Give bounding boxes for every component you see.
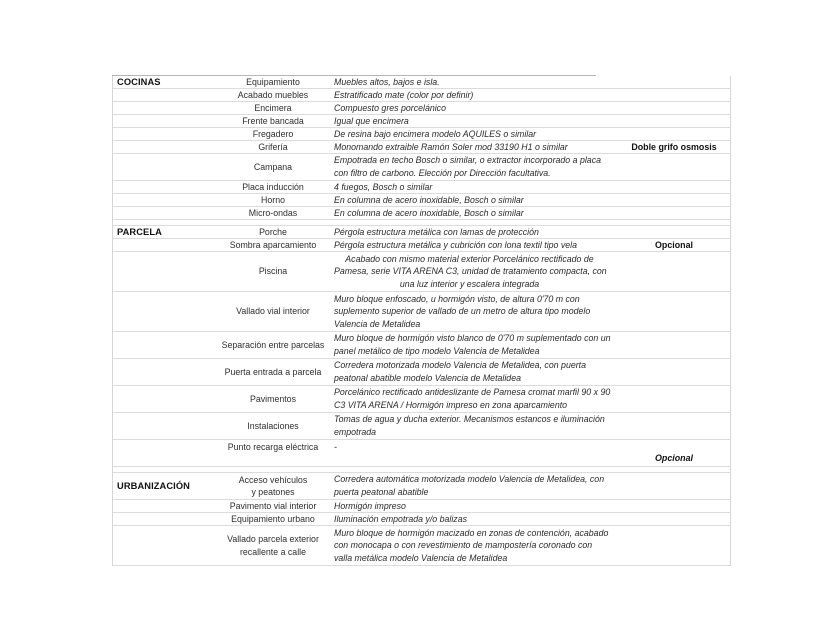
item-cell (213, 161, 333, 173)
table-row (113, 89, 730, 102)
item-label: Equipamiento urbano (231, 513, 315, 524)
item-label: Frente bancada (242, 115, 304, 126)
table-row (113, 128, 730, 141)
description-line: Monomando extraible Ramón Soler mod 33190 H1 o similar (334, 141, 568, 152)
item-cell (213, 393, 333, 405)
description-line: Muro bloque enfoscado, u hormigón visto, de altura 0'70 m con (334, 293, 580, 304)
item-cell (213, 207, 333, 219)
item-label: Equipamiento (246, 76, 300, 87)
description-cell (333, 141, 619, 154)
section-title: PARCELA (117, 227, 162, 237)
item-cell (213, 474, 333, 499)
item-cell (213, 89, 333, 101)
item-label: Porche (259, 226, 287, 237)
item-cell (213, 305, 333, 317)
table-row (113, 440, 730, 467)
description-line: Tomas de agua y ducha exterior. Mecanismos estancos e iluminación (334, 414, 605, 425)
description-line: Iluminación empotrada y/o balizas (334, 513, 468, 524)
description-cell (333, 513, 619, 526)
item-label: Separación entre parcelas (221, 339, 325, 350)
description-line: con filtro de carbono. Elección por Dirección facultativa. (334, 168, 551, 178)
description-line: En columna de acero inoxidable, Bosch o similar (334, 207, 524, 218)
description-line: C3 VITA ARENA / Hormigón impreso en zona aparcamiento (334, 400, 568, 410)
description-line: con monocapa o con revestimiento de mampostería coronado con (334, 540, 593, 551)
description-cell (333, 181, 619, 194)
item-cell (213, 226, 333, 238)
description-line: Pérgola estructura metálica con lamas de protección (334, 226, 539, 237)
description-cell (333, 527, 619, 565)
item-label: Instalaciones (247, 420, 299, 431)
item-label: recallente a calle (239, 546, 306, 557)
item-cell (213, 265, 333, 277)
description-line: Compuesto gres porcelánico (334, 102, 446, 113)
description-cell (333, 441, 619, 454)
description-line: Acabado con mismo material exterior Porcelánico rectificado de (345, 253, 594, 264)
item-cell (213, 239, 333, 251)
item-label: Campana (253, 161, 293, 172)
description-line: Porcelánico rectificado antideslizante de Pamesa cromat marfil 90 x 90 (334, 387, 611, 398)
item-label: Fregadero (252, 128, 294, 139)
description-cell (333, 207, 619, 220)
description-line: Corredera motorizada modelo Valencia de Metalidea, con puerta (334, 360, 586, 371)
description-cell (333, 293, 619, 331)
note-cell (619, 453, 729, 466)
section-title: COCINAS (117, 77, 161, 87)
description-line: Pamesa, serie VITA ARENA C3, unidad de tratamiento compacta, con (334, 266, 607, 277)
description-cell (333, 239, 619, 252)
item-cell (213, 141, 333, 153)
description-cell (333, 500, 619, 513)
description-cell (333, 386, 619, 411)
table-row (113, 154, 730, 181)
item-cell (213, 420, 333, 432)
description-line: Empotrada en techo Bosch o similar, o extractor incorporado a placa (334, 155, 601, 166)
note-label: Opcional (655, 240, 693, 250)
item-label: y peatones (251, 487, 295, 497)
description-line: suplemento superior de vallado de un metro de altura tipo modelo (334, 306, 591, 317)
description-line: valla metálica modelo Valencia de Metalidea (334, 552, 508, 563)
description-line: Corredera automática motorizada modelo Valencia de Metalidea, con (334, 474, 605, 485)
description-line: Valencia de Metalidea (334, 318, 421, 329)
item-label: Placa inducción (242, 181, 304, 192)
table-row (113, 292, 730, 332)
item-label: Encimera (254, 102, 292, 113)
description-cell (333, 76, 619, 89)
description-line: panel metálico de tipo modelo Valencia de Metalidea (334, 346, 540, 356)
description-cell (333, 473, 619, 498)
item-label: Acceso vehículos (238, 474, 308, 485)
table-row (113, 76, 730, 89)
description-line: Pérgola estructura metálica y cubrición con lona textil tipo vela (334, 239, 578, 250)
item-label: Vallado parcela exterior (227, 534, 319, 545)
item-cell (213, 513, 333, 525)
table-row (113, 102, 730, 115)
description-cell (333, 128, 619, 141)
description-cell (333, 253, 619, 291)
item-label: Horno (261, 194, 285, 205)
table-row (113, 252, 730, 292)
description-cell (333, 413, 619, 438)
description-line: - (334, 442, 337, 452)
table-row (113, 473, 730, 500)
item-cell (213, 102, 333, 114)
description-cell (333, 102, 619, 115)
description-line: 4 fuegos, Bosch o similar (334, 181, 433, 192)
item-cell (213, 194, 333, 206)
description-cell (333, 332, 619, 357)
description-cell (333, 89, 619, 102)
item-label: Puerta entrada a parcela (224, 366, 322, 377)
description-line: En columna de acero inoxidable, Bosch o similar (334, 194, 524, 205)
note-label: Doble grifo osmosis (631, 142, 717, 152)
table-row (113, 181, 730, 194)
table-row (113, 386, 730, 413)
description-cell (333, 115, 619, 128)
description-line: Muebles altos, bajos e isla. (334, 76, 440, 87)
table-row (113, 239, 730, 252)
description-cell (333, 154, 619, 179)
description-line: De resina bajo encimera modelo AQUILES o similar (334, 128, 537, 139)
item-cell (213, 115, 333, 127)
description-line: peatonal abatible modelo Valencia de Metalidea (334, 373, 521, 383)
item-label: Piscina (258, 266, 288, 277)
table-row (113, 413, 730, 440)
table-row (113, 332, 730, 359)
description-cell (333, 359, 619, 384)
item-cell (213, 128, 333, 140)
item-label: Acabado muebles (237, 89, 309, 100)
item-cell (213, 76, 333, 88)
item-label: Sombra aparcamiento (229, 239, 317, 250)
table-row (113, 526, 730, 566)
item-label: Pavimento vial interior (229, 500, 317, 511)
item-label: Micro-ondas (248, 207, 298, 218)
item-cell (213, 181, 333, 193)
table-row (113, 513, 730, 526)
item-cell (213, 500, 333, 512)
category-cell (113, 481, 213, 491)
description-line: Estratificado mate (color por definir) (334, 89, 474, 100)
item-label: Pavimentos (250, 393, 296, 404)
table-row (113, 115, 730, 128)
table-row (113, 359, 730, 386)
item-label: Vallado vial interior (236, 306, 310, 317)
description-line: una luz interior y escalera integrada (399, 278, 540, 289)
item-cell (213, 366, 333, 378)
category-cell (113, 77, 213, 87)
description-line: puerta peatonal abatible (334, 487, 429, 497)
table-row (113, 141, 730, 154)
note-label: Opcional (655, 453, 693, 463)
description-line: Hormigón impreso (334, 500, 406, 511)
description-cell (333, 194, 619, 207)
item-cell (213, 441, 333, 453)
table-row (113, 226, 730, 239)
spec-table (112, 76, 731, 566)
table-row (113, 194, 730, 207)
item-label: Punto recarga eléctrica (227, 442, 319, 452)
category-cell (113, 227, 213, 237)
description-line: empotrada (334, 427, 377, 437)
item-cell (213, 339, 333, 351)
note-cell (619, 240, 729, 250)
item-cell (213, 533, 333, 558)
item-label: Grifería (258, 141, 288, 152)
description-line: Muro bloque de hormigón visto blanco de 0'70 m suplementado con un (334, 333, 611, 344)
description-line: Igual que encimera (334, 115, 409, 126)
section-title: URBANIZACIÓN (117, 481, 190, 491)
description-cell (333, 226, 619, 239)
table-row (113, 207, 730, 220)
note-cell (619, 142, 729, 152)
description-line: Muro bloque de hormigón macizado en zonas de contención, acabado (334, 527, 609, 538)
table-row (113, 500, 730, 513)
